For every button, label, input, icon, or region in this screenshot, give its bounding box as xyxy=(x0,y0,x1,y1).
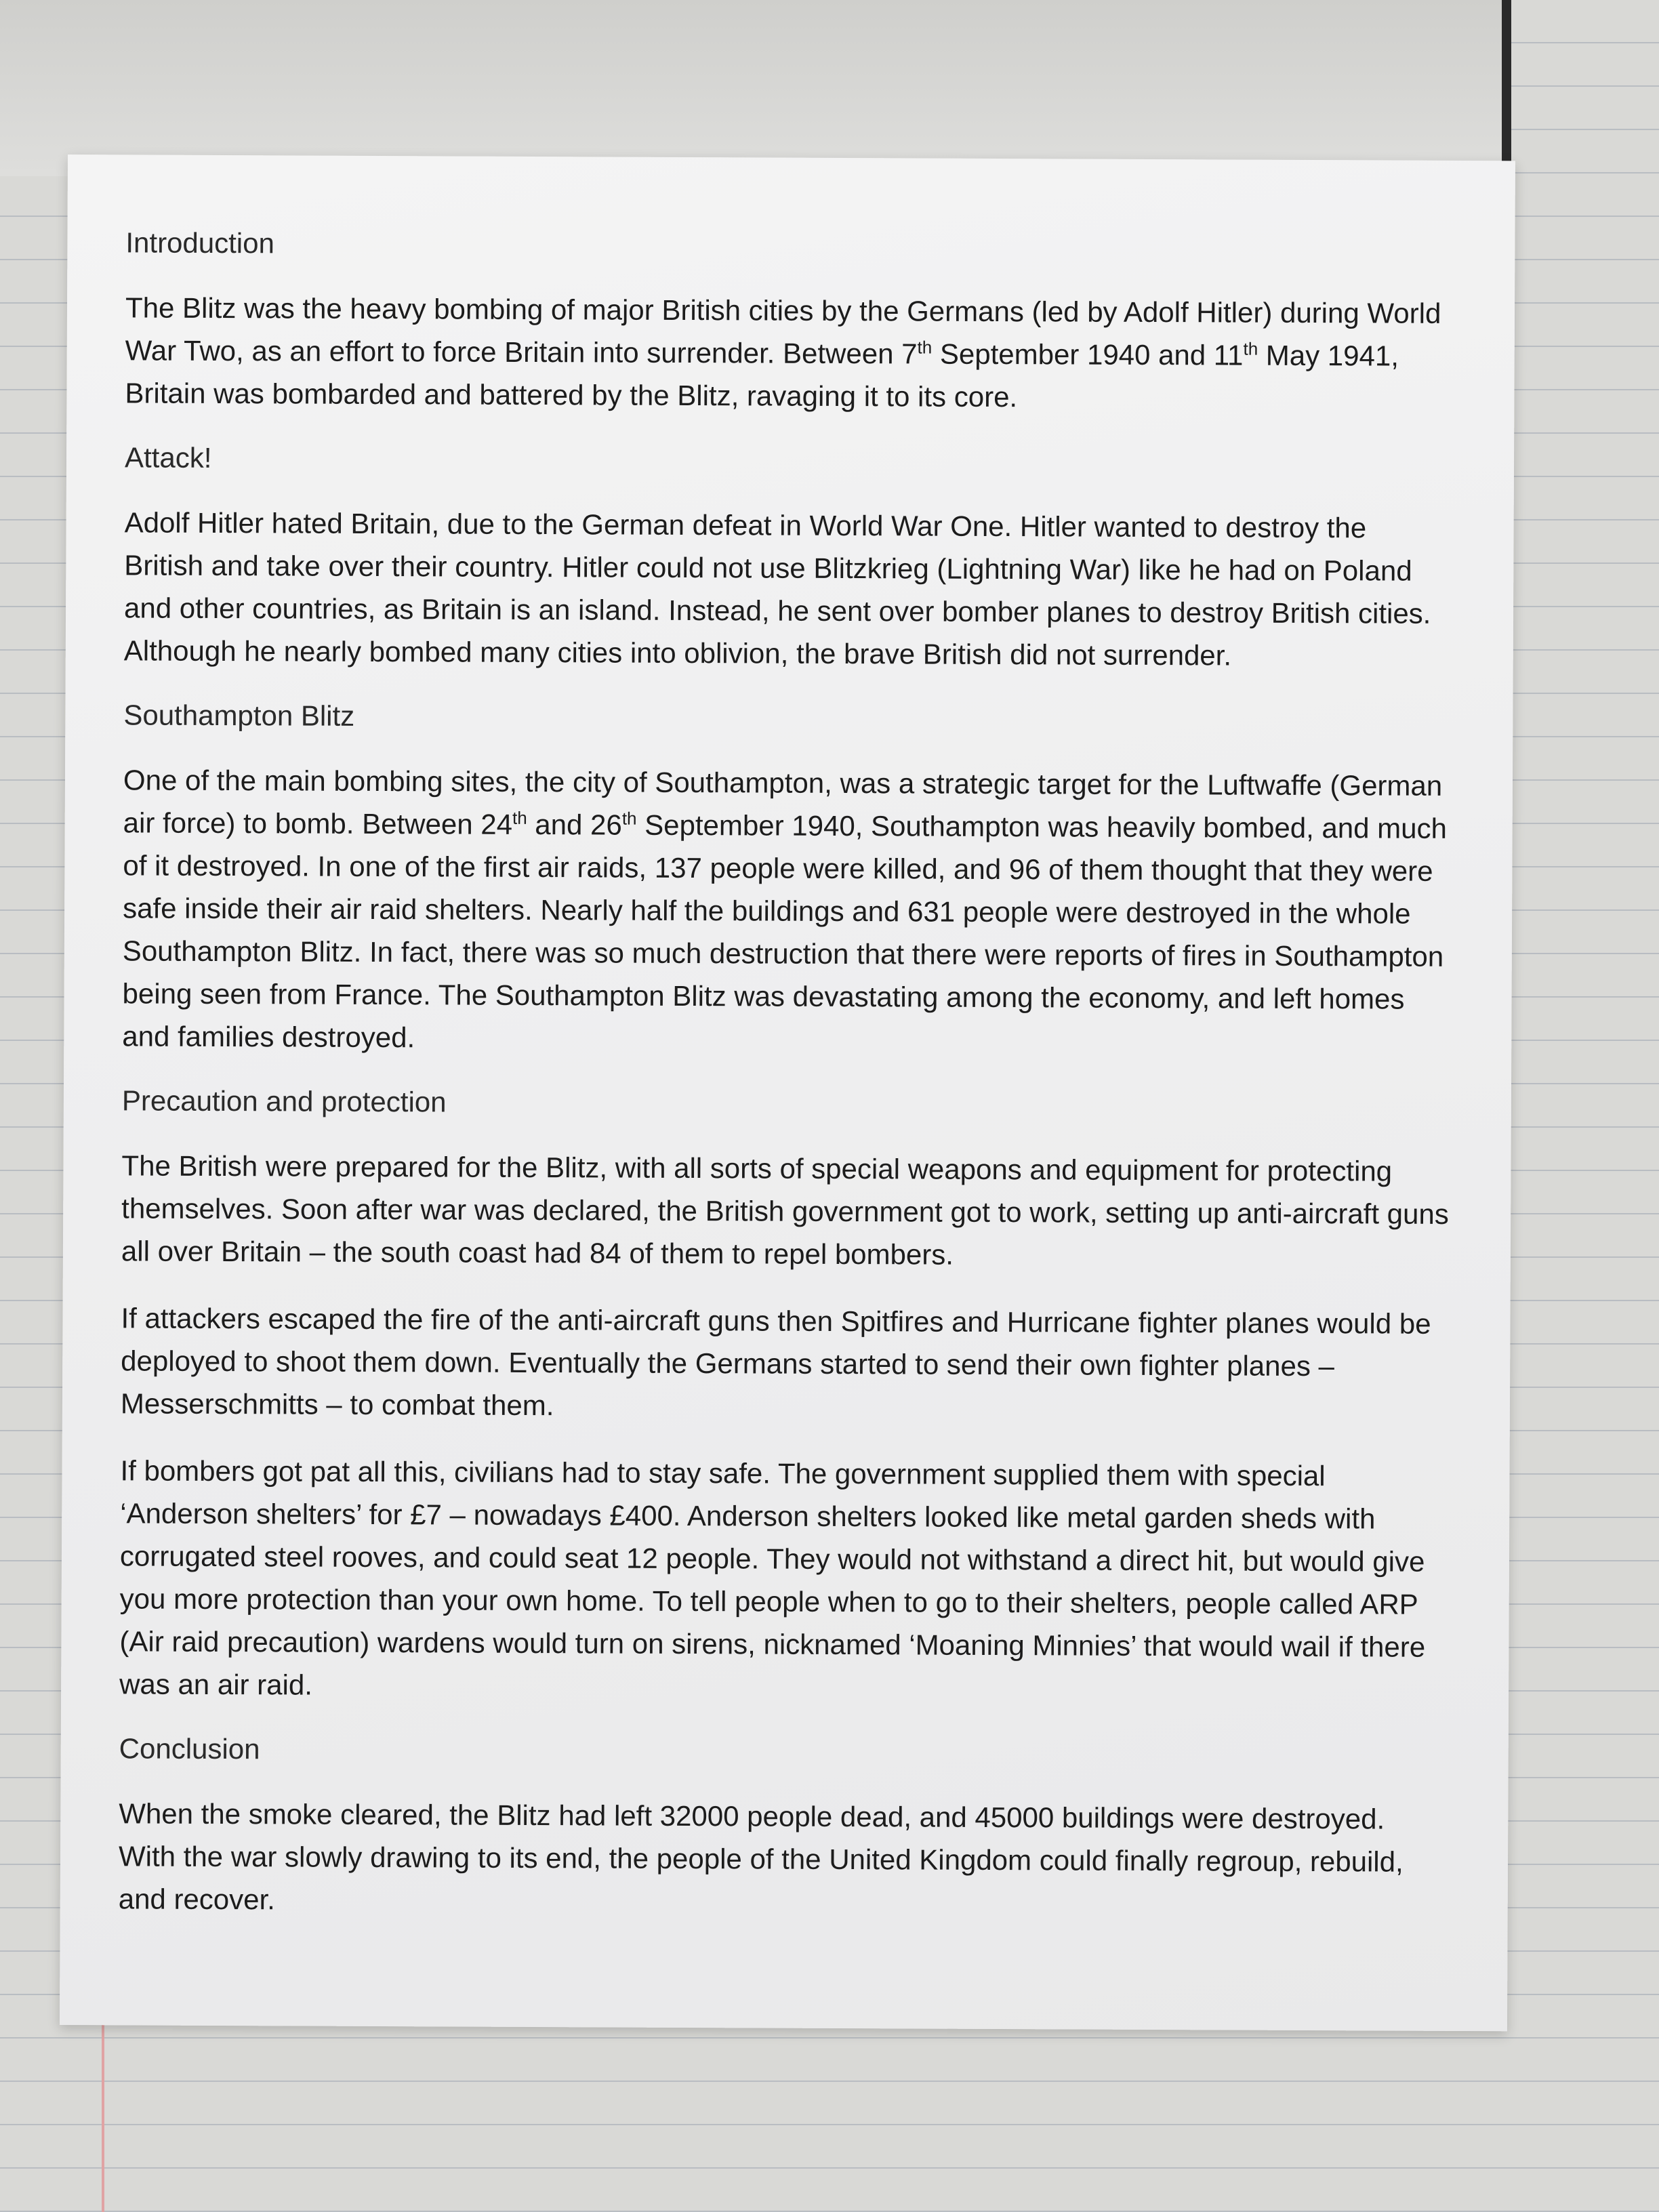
heading-introduction: Introduction xyxy=(125,226,275,260)
paragraph-introduction: The Blitz was the heavy bombing of major British cities by the Germans (led by Adolf Hitler) during World War Two, as an effort to force Britain into surrender. Between 7th September 1940 and 11th May 1941, Britain was bombarded and battered by the Blitz, ravaging it to its core. xyxy=(125,291,1441,413)
paragraph-precaution-1: The British were prepared for the Blitz, with all sorts of special weapons and equipment for protecting themselves. Soon after war was declared, the British government got to work, setting up anti-aircraft guns all over Britain – the south coast had 84 of them to repel bombers. xyxy=(121,1149,1449,1271)
notebook-page-background xyxy=(0,0,1504,176)
heading-attack: Attack! xyxy=(124,441,212,474)
document-content xyxy=(118,224,1454,1950)
heading-conclusion: Conclusion xyxy=(119,1732,260,1765)
heading-precaution-protection: Precaution and protection xyxy=(121,1084,447,1118)
paragraph-attack: Adolf Hitler hated Britain, due to the German defeat in World War One. Hitler wanted to destroy the British and take over their country. Hitler could not use Blitzkrieg (Lightning War) like he had on Poland and other countries, as Britain is an island. Instead, he sent over bomber planes to destroy British cities. Although he nearly bombed many cities into oblivion, the brave British did not surrender. xyxy=(123,506,1431,672)
notebook-margin-line xyxy=(102,2006,104,2212)
paragraph-precaution-3: If bombers got pat all this, civilians had to stay safe. The government supplied them with special ‘Anderson shelters’ for £7 – nowadays £400. Anderson shelters looked like metal garden sheds with corrugated steel rooves, and could seat 12 people. They would not withstand a direct hit, but would give you more protection than your own home. To tell people when to go to their shelters, people called ARP (Air raid precaution) wardens would turn on sirens, nicknamed ‘Moaning Minnies’ that would wail if there was an air raid. xyxy=(119,1454,1426,1701)
printed-sheet xyxy=(60,155,1515,2031)
heading-southampton-blitz: Southampton Blitz xyxy=(123,699,355,732)
paragraph-conclusion: When the smoke cleared, the Blitz had left 32000 people dead, and 45000 buildings were destroyed. With the war slowly drawing to its end, the people of the United Kingdom could finally regroup, rebuild, and recover. xyxy=(118,1797,1404,1916)
paragraph-precaution-2: If attackers escaped the fire of the anti-aircraft guns then Spitfires and Hurricane fighter planes would be deployed to shoot them down. Eventually the Germans started to send their own fighter planes – Messerschmitts – to combat them. xyxy=(120,1302,1431,1422)
paragraph-southampton-blitz: One of the main bombing sites, the city of Southampton, was a strategic target for the Luftwaffe (German air force) to bomb. Between 24th and 26th September 1940, Southampton was heavily bombed, and much of it destroyed. In one of the first air raids, 137 people were killed, and 96 of them thought that they were safe inside their air raid shelters. Nearly half the buildings and 631 people were destroyed in the whole Southampton Blitz. In fact, there was so much destruction that there were reports of fires in Southampton being seen from France. The Southampton Blitz was devastating among the economy, and left homes and families destroyed. xyxy=(122,764,1448,1054)
notebook-binding-edge xyxy=(1502,0,1511,176)
